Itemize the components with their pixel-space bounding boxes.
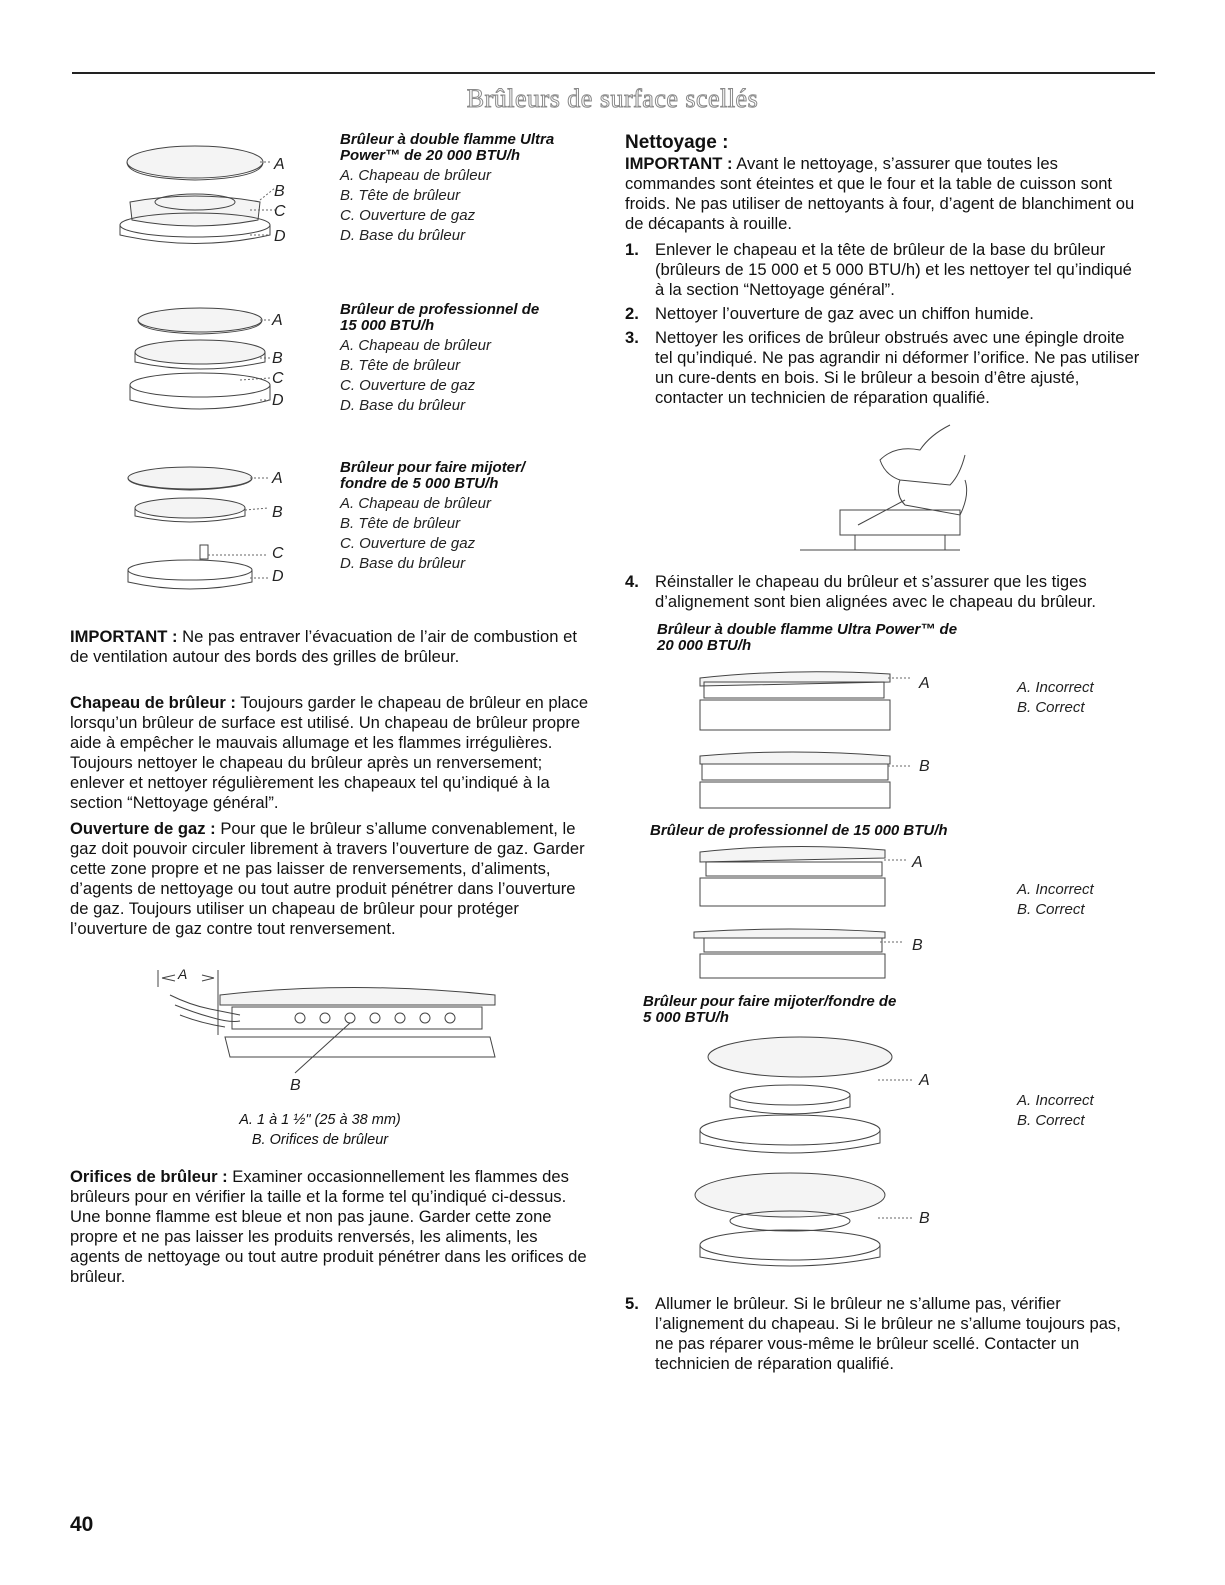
burner3-title-1: Brûleur pour faire mijoter/ <box>340 459 526 476</box>
ouverture-text: Pour que le brûleur s’allume convenablement, le gaz doit pouvoir circuler librement à travers l’ouverture de gaz. Garder cette zone propre et ne pas laisser de renversements, d’aliments, d’agents de nettoyage ou tout autre produit pénétrer dans l’ouverture de gaz. Toujours utiliser un chapeau de brûleur pour protéger l’ouverture de gaz contre tout renversement. <box>70 819 585 938</box>
burner3-item: B. Tête de brûleur <box>340 515 461 532</box>
align2-illustration <box>690 840 930 980</box>
step-item <box>625 1294 1140 1374</box>
align3-title-2: 5 000 BTU/h <box>643 1009 729 1026</box>
burner1-item: B. Tête de brûleur <box>340 187 461 204</box>
align3-illustration <box>690 1035 930 1275</box>
steps-1-3 <box>625 240 1140 408</box>
important-text: Ne pas entraver l’évacuation de l’air de combustion et de ventilation autour des bords des grilles de brûleur. <box>70 627 577 666</box>
burner2-letter-a: A <box>272 312 283 329</box>
burner1-letter-d: D <box>274 228 286 245</box>
burner2-caption <box>340 302 600 416</box>
align3-letter-b: B <box>919 1210 930 1227</box>
diagram-caption <box>200 1110 440 1150</box>
burner1-title-1: Brûleur à double flamme Ultra <box>340 131 555 148</box>
burner3-item: C. Ouverture de gaz <box>340 535 476 552</box>
right-important-text: Avant le nettoyage, s’assurer que toutes les commandes sont éteintes et que le four et la table de cuisson sont froids. Ne pas utiliser de nettoyants à four, d’agent de blanchiment ou de décapants à rouille. <box>625 154 1135 233</box>
step-4 <box>625 572 1140 612</box>
chapeau-text: Toujours garder le chapeau de brûleur en place lorsqu’un brûleur de surface est utilisé. Un chapeau de brûleur propre aide à empêcher le mauvais allumage et les flammes irrégulières. Toujours nettoyer le chapeau du brûleur après un renversement; enlever et nettoyer régulièrement les chapeaux tel qu’indiqué à la section “Nettoyage général”. <box>70 693 589 812</box>
align1-illustration <box>690 660 930 810</box>
step-item <box>625 328 1140 408</box>
step-number: 5. <box>625 1294 639 1313</box>
burner2-item: C. Ouverture de gaz <box>340 377 476 394</box>
right-important-label: IMPORTANT : <box>625 154 733 173</box>
align1-legend <box>1017 678 1094 718</box>
flame-clearance-diagram <box>150 965 510 1085</box>
burner2-letter-d: D <box>272 392 284 409</box>
burner2-item: A. Chapeau de brûleur <box>340 337 491 354</box>
diagram-caption-b: B. Orifices de brûleur <box>251 1132 389 1148</box>
align3-legend <box>1017 1091 1094 1131</box>
burner3-title-2: fondre de 5 000 BTU/h <box>340 475 499 492</box>
align2-letter-b: B <box>912 937 923 954</box>
diagram-label-a: A <box>178 966 188 982</box>
burner2-item: B. Tête de brûleur <box>340 357 461 374</box>
burner3-letter-d: D <box>272 568 284 585</box>
burner3-letter-a: A <box>272 470 283 487</box>
align2-legend-correct: B. Correct <box>1017 901 1085 918</box>
ouverture-paragraph <box>70 819 590 939</box>
left-important-paragraph <box>70 627 590 667</box>
burner1-illustration <box>110 140 300 255</box>
step-text: Nettoyer l’ouverture de gaz avec un chiffon humide. <box>655 304 1034 323</box>
align2-legend <box>1017 880 1094 920</box>
important-label: IMPORTANT : <box>70 627 178 646</box>
page-number: 40 <box>70 1513 94 1536</box>
align2-caption <box>650 823 1050 839</box>
burner2-letter-b: B <box>272 350 283 367</box>
step-5 <box>625 1294 1140 1374</box>
burner1-letter-c: C <box>274 203 286 220</box>
page-title: Brûleurs de surface scellés <box>466 84 759 113</box>
step-number: 3. <box>625 328 639 347</box>
burner2-title-1: Brûleur de professionnel de <box>340 301 540 318</box>
diagram-label-b: B <box>290 1077 301 1094</box>
step-item <box>625 240 1140 300</box>
align1-title-2: 20 000 BTU/h <box>657 637 752 654</box>
step-text: Nettoyer les orifices de brûleur obstrués avec une épingle droite tel qu’indiqué. Ne pas agrandir ni déformer l’orifice. Ne pas utiliser un cure-dents en bois. Si le brûleur a besoin d’être ajusté, contacter un technicien de réparation qualifié. <box>655 328 1140 407</box>
align2-title-1: Brûleur de professionnel de 15 000 BTU/h <box>650 822 948 839</box>
orifices-paragraph <box>70 1167 590 1287</box>
align1-letter-a: A <box>919 675 930 692</box>
burner3-item: A. Chapeau de brûleur <box>340 495 491 512</box>
burner2-item: D. Base du brûleur <box>340 397 466 414</box>
nettoyage-heading: Nettoyage : <box>625 132 729 153</box>
align3-title-1: Brûleur pour faire mijoter/fondre de <box>643 993 897 1010</box>
align1-legend-incorrect: A. Incorrect <box>1017 679 1094 696</box>
step-text: Allumer le brûleur. Si le brûleur ne s’allume pas, vérifier l’alignement du chapeau. Si le brûleur ne s’allume toujours pas, ne pas réparer vous-même le brûleur scellé. Contacter un technicien de réparation qualifié. <box>655 1294 1121 1373</box>
align1-title-1: Brûleur à double flamme Ultra Power™ de <box>657 621 958 638</box>
burner1-title-2: Power™ de 20 000 BTU/h <box>340 147 521 164</box>
step-number: 4. <box>625 572 639 591</box>
orifices-label: Orifices de brûleur : <box>70 1167 228 1186</box>
align3-legend-correct: B. Correct <box>1017 1112 1085 1129</box>
burner3-item: D. Base du brûleur <box>340 555 466 572</box>
align3-legend-incorrect: A. Incorrect <box>1017 1092 1094 1109</box>
pin-cleaning-illustration <box>800 425 980 560</box>
step-number: 2. <box>625 304 639 323</box>
burner3-letter-b: B <box>272 504 283 521</box>
burner3-caption <box>340 460 600 574</box>
top-rule <box>72 72 1155 74</box>
step-text: Réinstaller le chapeau du brûleur et s’assurer que les tiges d’alignement sont bien alignées avec le chapeau du brûleur. <box>655 572 1096 611</box>
burner1-caption <box>340 132 600 246</box>
right-important-paragraph <box>625 154 1135 234</box>
align2-legend-incorrect: A. Incorrect <box>1017 881 1094 898</box>
burner2-title-2: 15 000 BTU/h <box>340 317 435 334</box>
align2-letter-a: A <box>912 854 923 871</box>
align1-caption <box>657 622 1057 654</box>
ouverture-label: Ouverture de gaz : <box>70 819 216 838</box>
align1-letter-b: B <box>919 758 930 775</box>
align1-legend-correct: B. Correct <box>1017 699 1085 716</box>
align3-caption <box>643 994 1043 1026</box>
orifices-text: Examiner occasionnellement les flammes des brûleurs pour en vérifier la taille et la forme tel qu’indiqué ci-dessus. Une bonne flamme est bleue et non pas jaune. Garder cette zone propre et ne pas laisser les produits renversés, les aliments, les agents de nettoyage ou tout autre produit pénétrer dans les orifices de brûleur. <box>70 1167 587 1286</box>
burner1-item: A. Chapeau de brûleur <box>340 167 491 184</box>
burner1-item: C. Ouverture de gaz <box>340 207 476 224</box>
chapeau-paragraph <box>70 693 590 813</box>
step-text: Enlever le chapeau et la tête de brûleur de la base du brûleur (brûleurs de 15 000 et 5 000 BTU/h) et les nettoyer tel qu’indiqué à la section “Nettoyage général”. <box>655 240 1132 299</box>
burner1-letter-b: B <box>274 183 285 200</box>
align3-letter-a: A <box>919 1072 930 1089</box>
burner1-item: D. Base du brûleur <box>340 227 466 244</box>
chapeau-label: Chapeau de brûleur : <box>70 693 236 712</box>
burner1-letter-a: A <box>274 156 285 173</box>
step-item <box>625 572 1140 612</box>
step-number: 1. <box>625 240 639 259</box>
burner3-letter-c: C <box>272 545 284 562</box>
burner2-letter-c: C <box>272 370 284 387</box>
step-item <box>625 304 1140 324</box>
diagram-caption-a: A. 1 à 1 ½" (25 à 38 mm) <box>239 1112 401 1128</box>
